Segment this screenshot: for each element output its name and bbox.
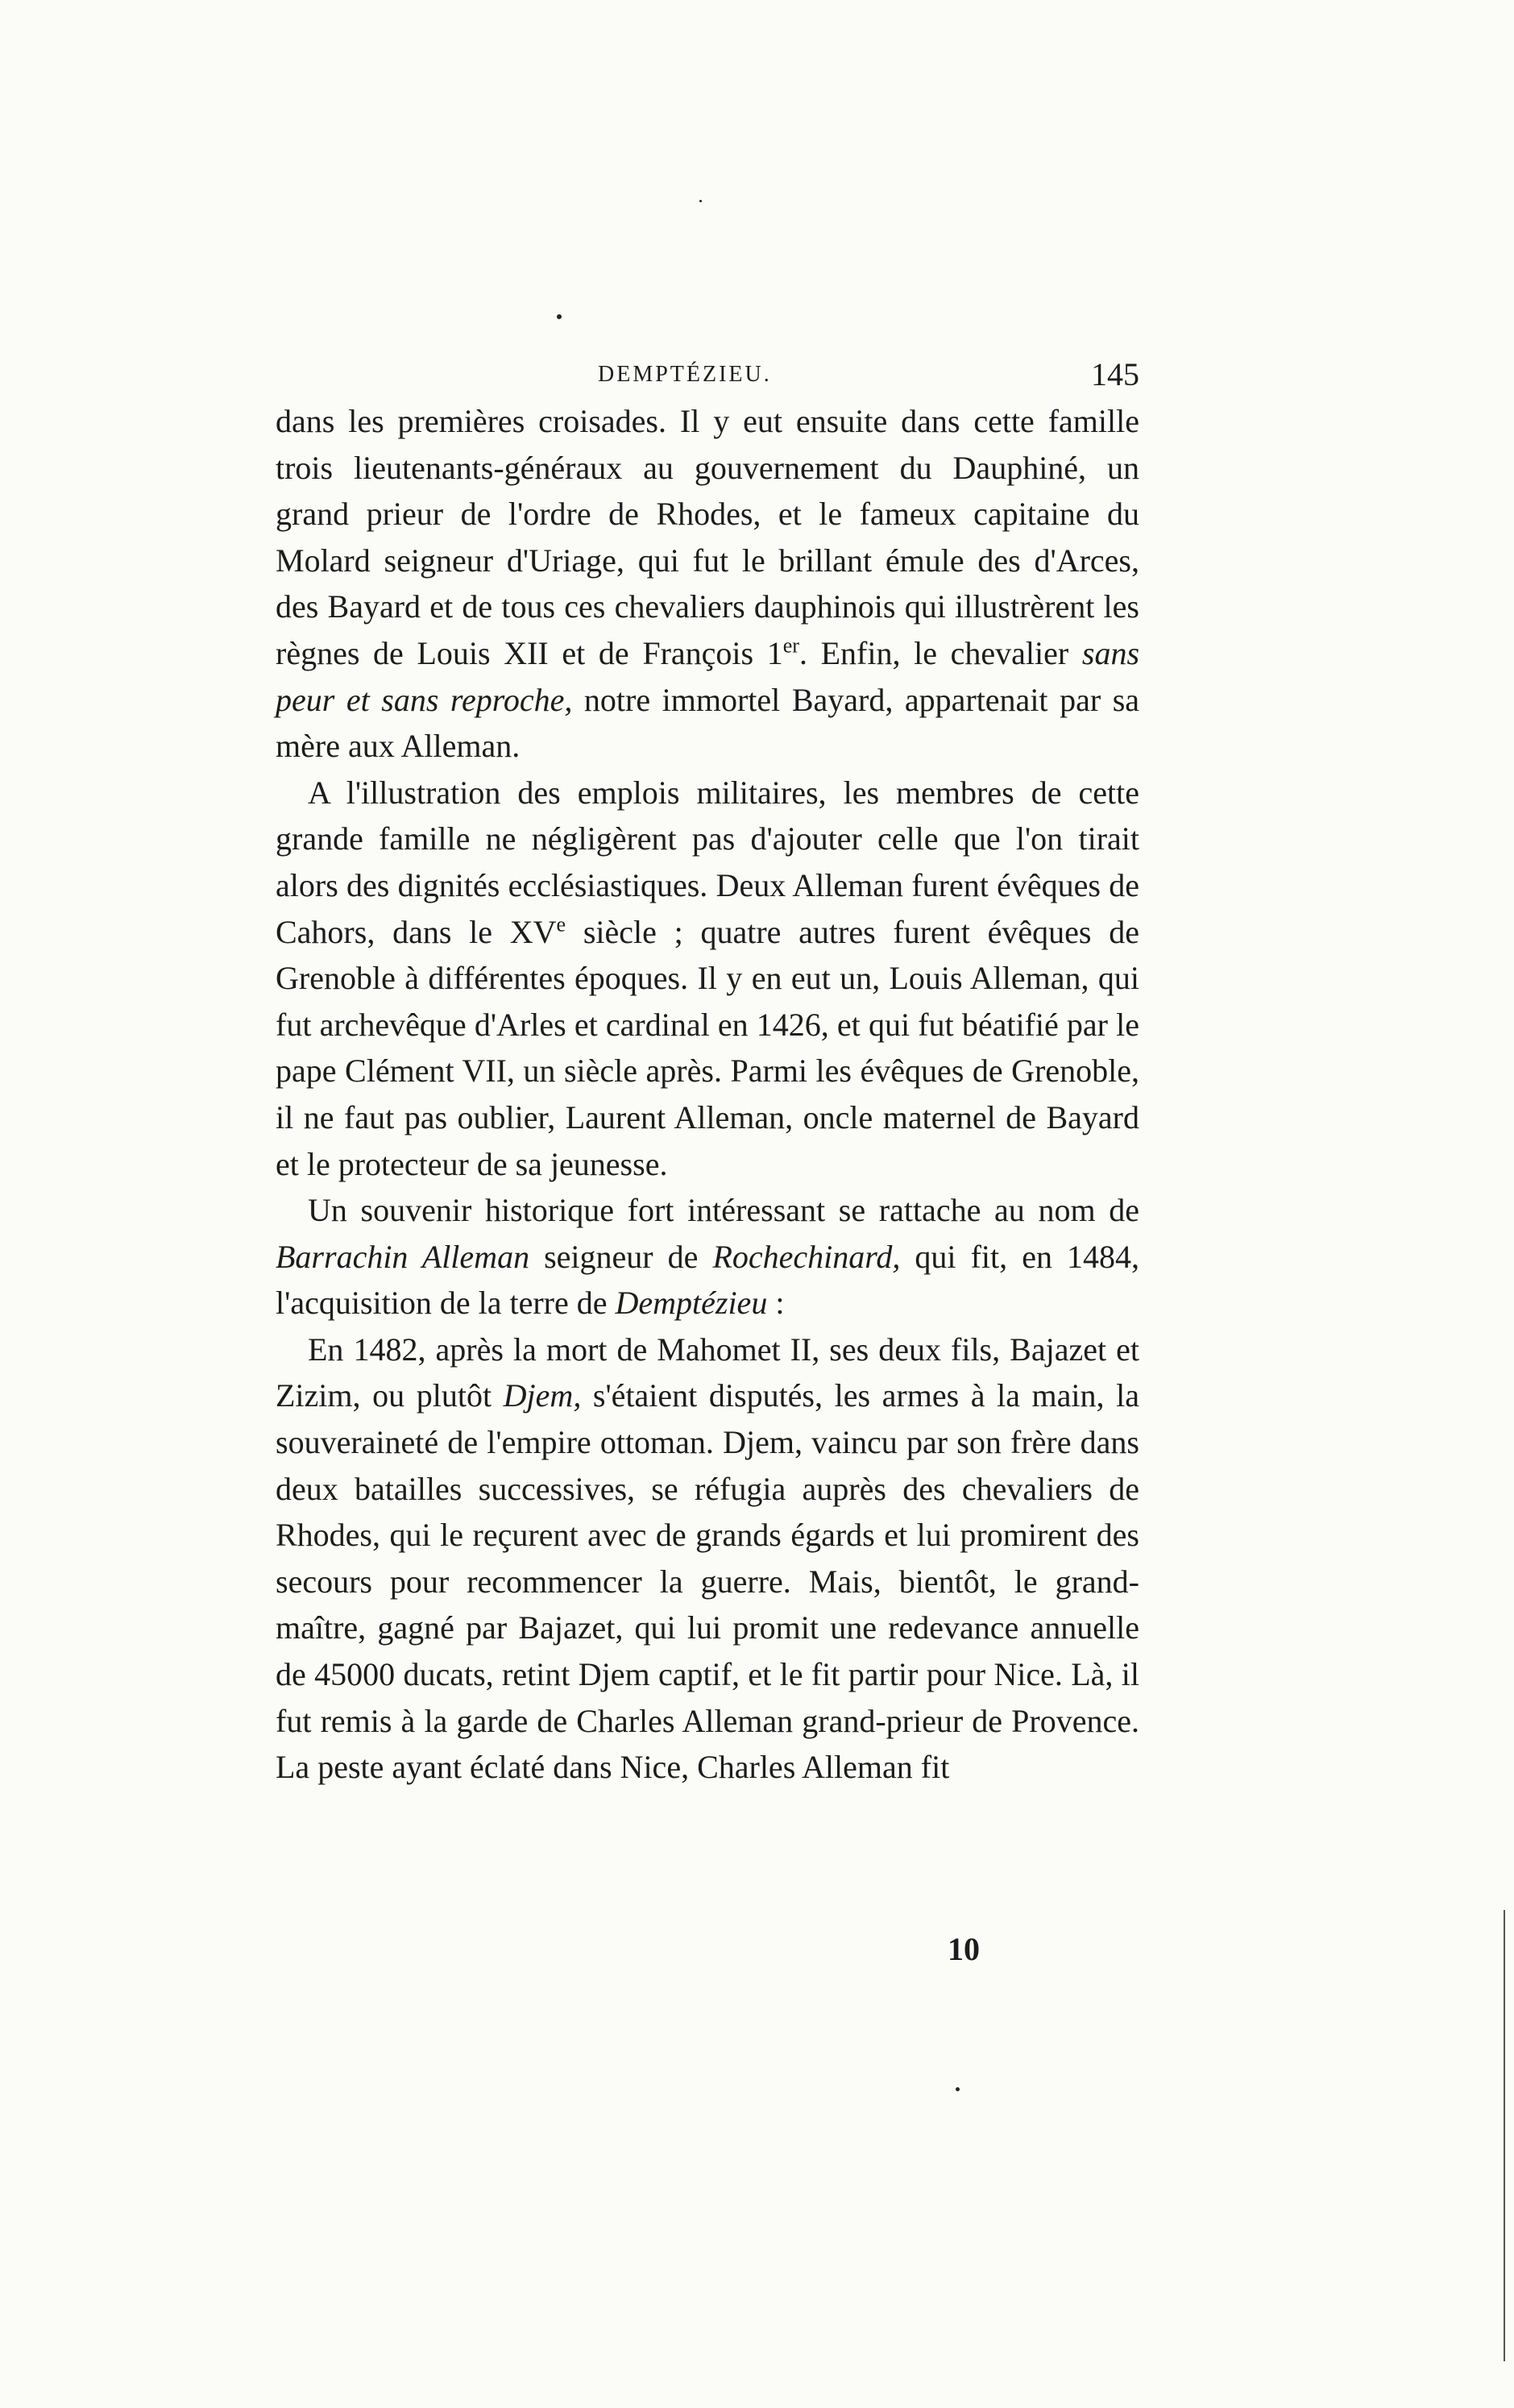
text-run: En 1482, après la mort de Mahomet II, ses deux fils, Bajazet et Zizim, ou plutôt (276, 1331, 1139, 1414)
text-run: A l'illustration des emplois militaires, les membres de cette grande famille ne négligèrent pas d'ajouter celle que l'on tirait alors des dignités ecclésiastiques. Deux Alleman furent évêques de Cahors, dans le XV (276, 774, 1139, 950)
page-header (276, 356, 1146, 399)
italic-text: sans peur et sans reproche, (276, 634, 1140, 718)
paragraph (276, 398, 1139, 770)
ink-speck (956, 2087, 960, 2091)
paragraph (276, 1187, 1139, 1326)
text-run: notre immortel Bayard, appartenait par sa mère aux Alleman. (276, 681, 1140, 765)
italic-text: Rochechinard, (712, 1238, 901, 1275)
scan-edge-line (1504, 1910, 1505, 2361)
superscript: er (782, 633, 799, 658)
paragraph (276, 770, 1139, 1187)
text-run: : (767, 1285, 785, 1322)
text-run: qui fit, en 1484, l'acquisition de la terre de (276, 1238, 1139, 1322)
ink-speck (699, 200, 702, 202)
signature-mark: 10 (948, 1931, 980, 1967)
paragraph (276, 1326, 1139, 1791)
body-text (276, 398, 1139, 1791)
italic-text: Barrachin Alleman (276, 1238, 530, 1275)
text-run: siècle ; quatre autres furent évêques de Grenoble à différentes époques. Il y en eut un, Louis Alleman, qui fut archevêque d'Arles et cardinal en 1426, et qui fut béatifié par le pape Clément VII, un siècle après. Parmi les évêques de Grenoble, il ne faut pas oublier, Laurent Alleman, oncle maternel de Bayard et le protecteur de sa jeunesse. (276, 913, 1140, 1182)
italic-text: Djem, (503, 1377, 582, 1414)
text-run: seigneur de (529, 1238, 713, 1275)
ink-speck (557, 314, 562, 319)
text-run: dans les premières croisades. Il y eut ensuite dans cette famille trois lieutenants-généraux au gouvernement du Dauphiné, un grand prieur de l'ordre de Rhodes, et le fameux capitaine du Molard seigneur d'Uriage, qui fut le brillant émule des d'Arces, des Bayard et de tous ces chevaliers dauphinois qui illustrèrent les règnes de Louis XII et de François 1 (276, 403, 1139, 671)
page-number: 145 (1091, 356, 1139, 392)
italic-text: Demptézieu (615, 1285, 768, 1322)
text-run: . Enfin, le chevalier (798, 634, 1082, 671)
superscript: e (556, 912, 566, 936)
text-run: Un souvenir historique fort intéressant se rattache au nom de (308, 1192, 1139, 1229)
running-title: DEMPTÉZIEU. (598, 362, 772, 387)
text-run: s'étaient disputés, les armes à la main, la souveraineté de l'empire ottoman. Djem, vaincu par son frère dans deux batailles successives, se réfugia auprès des chevaliers de Rhodes, qui le reçurent avec de grands égards et lui promirent des secours pour recommencer la guerre. Mais, bientôt, le grand-maître, gagné par Bajazet, qui lui promit une redevance annuelle de 45000 ducats, retint Djem captif, et le fit partir pour Nice. Là, il fut remis à la garde de Charles Alleman grand-prieur de Provence. La peste ayant éclaté dans Nice, Charles Alleman fit (276, 1377, 1139, 1786)
